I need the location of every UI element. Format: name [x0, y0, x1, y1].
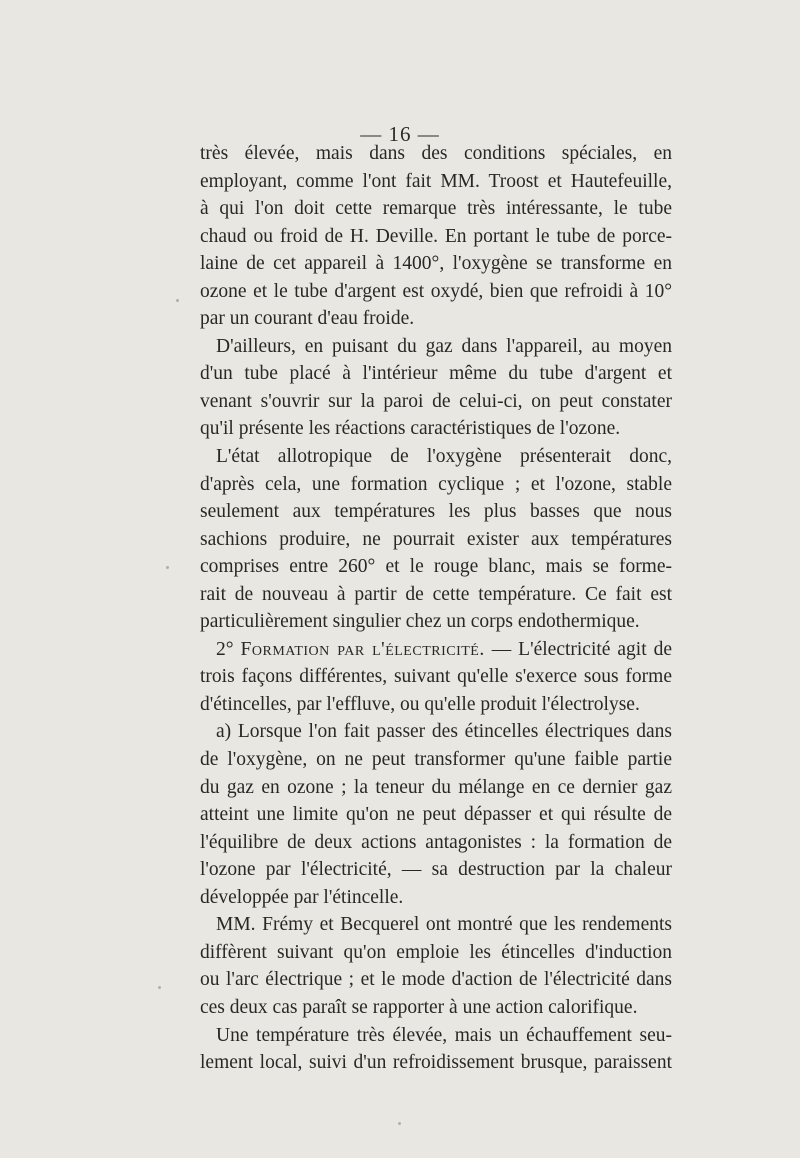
text-line: venant s'ouvrir sur la paroi de celui-ci, on peut constater — [200, 390, 672, 412]
text-line: ou l'arc électrique ; et le mode d'action de l'électricité dans — [200, 969, 672, 991]
text-line: laine de cet appareil à 1400°, l'oxygène se transforme en — [200, 253, 672, 275]
paper-speck — [158, 986, 161, 989]
text-line: L'état allotropique de l'oxygène présenterait donc, — [216, 446, 672, 468]
text-line: lement local, suivi d'un refroidissement brusque, paraissent — [200, 1052, 672, 1074]
text-line: a) Lorsque l'on fait passer des étincelles électriques dans — [216, 721, 672, 743]
page-number: — 16 — — [360, 122, 440, 146]
text-line: très élevée, mais dans des conditions spéciales, en — [200, 143, 672, 164]
text-line: chaud ou froid de H. Deville. En portant le tube de porce- — [200, 225, 672, 247]
text-line: d'étincelles, par l'effluve, ou qu'elle produit l'électrolyse. — [200, 693, 640, 715]
text-line: particulièrement singulier chez un corps endothermique. — [200, 611, 640, 633]
text-line: ozone et le tube d'argent est oxydé, bien que refroidi à 10° — [200, 280, 672, 302]
text-line: employant, comme l'ont fait MM. Troost et Hautefeuille, — [200, 170, 672, 192]
text-line: ces deux cas paraît se rapporter à une action calorifique. — [200, 996, 638, 1018]
text-line: D'ailleurs, en puisant du gaz dans l'appareil, au moyen — [216, 335, 672, 357]
text-line: l'ozone par l'électricité, — sa destruction par la chaleur — [200, 859, 672, 881]
text-line: d'après cela, une formation cyclique ; et l'ozone, stable — [200, 473, 672, 495]
text-line: à qui l'on doit cette remarque très intéressante, le tube — [200, 198, 672, 220]
text-line: par un courant d'eau froide. — [200, 308, 415, 330]
text-line: atteint une limite qu'on ne peut dépasser et qui résulte de — [200, 804, 672, 826]
text-line: diffèrent suivant qu'on emploie les étincelles d'induction — [200, 941, 672, 963]
body-text — [200, 140, 672, 1077]
text-line: développée par l'étincelle. — [200, 886, 404, 908]
paper-speck — [166, 566, 169, 569]
text-line: sachions produire, ne pourrait exister aux températures — [200, 528, 672, 550]
text-line: d'un tube placé à l'intérieur même du tube d'argent et — [200, 363, 672, 385]
text-line: rait de nouveau à partir de cette température. Ce fait est — [200, 583, 672, 605]
paper-speck — [398, 1122, 401, 1125]
section-title: Formation par l'électricité. — [240, 638, 485, 660]
text-line: de l'oxygène, on ne peut transformer qu'une faible partie — [200, 749, 672, 771]
text-line: l'équilibre de deux actions antagonistes : la formation de — [200, 831, 672, 853]
text-line: MM. Frémy et Becquerel ont montré que les rendements — [216, 914, 672, 936]
section-number: 2° — [216, 638, 234, 660]
text-line: qu'il présente les réactions caractéristiques de l'ozone. — [200, 418, 621, 440]
text-line: trois façons différentes, suivant qu'elle s'exerce sous forme — [200, 666, 672, 688]
section-text: — L'électricité agit de — [491, 638, 672, 660]
text-line: du gaz en ozone ; la teneur du mélange en ce dernier gaz — [200, 776, 672, 798]
section-heading-line — [200, 636, 672, 664]
text-line: Une température très élevée, mais un échauffement seu- — [216, 1024, 672, 1046]
text-line: seulement aux températures les plus basses que nous — [200, 501, 672, 523]
paper-speck — [176, 299, 179, 302]
text-line: comprises entre 260° et le rouge blanc, mais se forme- — [200, 556, 672, 578]
